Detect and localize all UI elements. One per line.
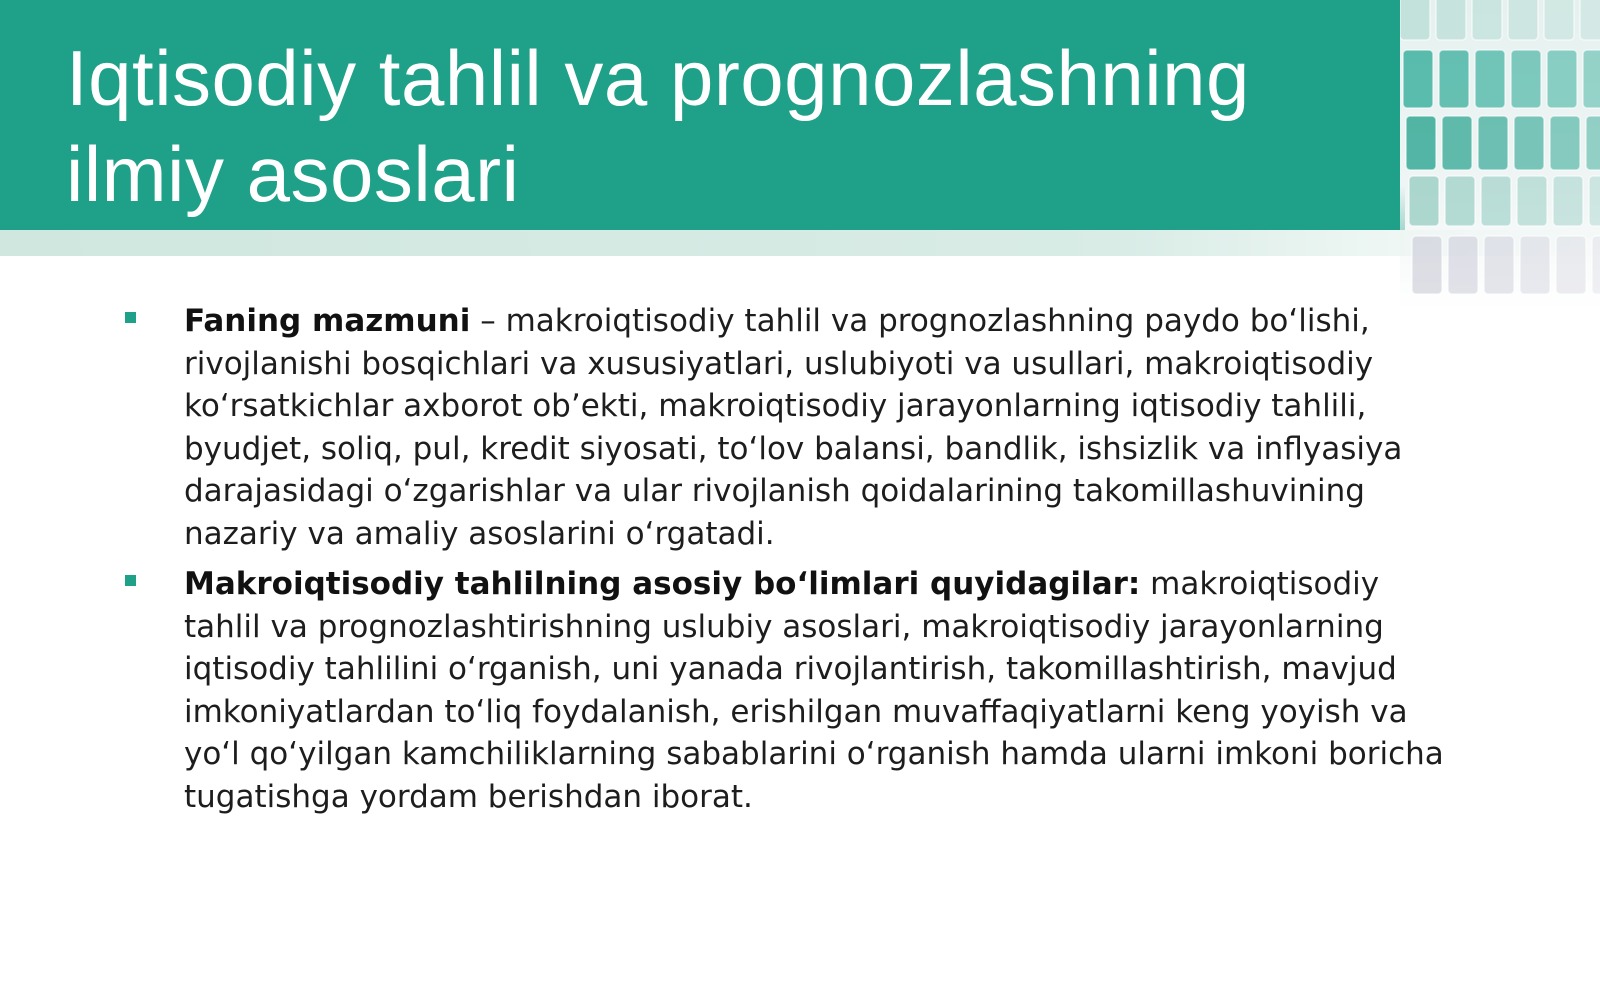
- bullet-lead: Faning mazmuni: [184, 303, 471, 339]
- keyboard-keys-graphic: [1400, 0, 1600, 294]
- bullet-item-sections: [118, 563, 1458, 818]
- keyboard-key: [1553, 176, 1583, 226]
- keyboard-key: [1592, 236, 1600, 294]
- slide-title: Iqtisodiy tahlil va prognozlashning ilmiy asoslari: [66, 34, 1250, 218]
- bullet-lead: Makroiqtisodiy tahlilning asosiy boʻlimlari quyidagilar:: [184, 566, 1141, 602]
- keyboard-key: [1484, 236, 1514, 294]
- bullet-text: makroiqtisodiy tahlil va prognozlashtirishning uslubiy asoslari, makroiqtisodiy jarayonlarning iqtisodiy tahlilini oʻrganish, uni yanada rivojlantirish, takomillashtirish, mavjud imkoniyatlardan toʻliq foydalanish, erishilgan muvaffaqiyatlarni keng yoyish va yoʻl qoʻyilgan kamchiliklarning sabablarini oʻrganish hamda ularni imkoni boricha tugatishga yordam berishdan iborat.: [184, 566, 1444, 815]
- keyboard-key: [1439, 50, 1469, 108]
- keyboard-key: [1400, 0, 1430, 40]
- keyboard-key: [1550, 116, 1580, 170]
- keyboard-key: [1508, 0, 1538, 40]
- keyboard-key: [1544, 0, 1574, 40]
- keyboard-key: [1520, 236, 1550, 294]
- keyboard-key: [1514, 116, 1544, 170]
- bullet-text: – makroiqtisodiy tahlil va prognozlashning paydo boʻlishi, rivojlanishi bosqichlari va xususiyatlari, uslubiyoti va usullari, makroiqtisodiy koʻrsatkichlar axborot obʼekti, makroiqtisodiy jarayonlarning iqtisodiy tahlili, byudjet, soliq, pul, kredit siyosati, toʻlov balansi, bandlik, ishsizlik va inflyasiya darajasidagi oʻzgarishlar va ular rivojlanish qoidalarining takomillashuvining nazariy va amaliy asoslarini oʻrgatadi.: [184, 303, 1403, 552]
- keyboard-key: [1403, 50, 1433, 108]
- keyboard-key: [1586, 116, 1600, 170]
- keyboard-key: [1580, 0, 1600, 40]
- keyboard-key: [1481, 176, 1511, 226]
- keyboard-key: [1478, 116, 1508, 170]
- keyboard-keys-decoration: [1400, 0, 1600, 310]
- bullet-item-content: [118, 300, 1458, 555]
- title-underband: [0, 230, 1600, 256]
- square-bullet-icon: [125, 575, 136, 586]
- keyboard-key: [1547, 50, 1577, 108]
- keyboard-key: [1472, 0, 1502, 40]
- keyboard-key: [1517, 176, 1547, 226]
- keyboard-key: [1406, 116, 1436, 170]
- slide-content: [118, 300, 1458, 826]
- keyboard-key: [1409, 176, 1439, 226]
- keyboard-key: [1589, 176, 1600, 226]
- keyboard-key: [1436, 0, 1466, 40]
- keyboard-key: [1583, 50, 1600, 108]
- keyboard-key: [1511, 50, 1541, 108]
- square-bullet-icon: [125, 312, 136, 323]
- keyboard-key: [1412, 236, 1442, 294]
- keyboard-key: [1445, 176, 1475, 226]
- keyboard-key: [1556, 236, 1586, 294]
- keyboard-key: [1475, 50, 1505, 108]
- keyboard-key: [1448, 236, 1478, 294]
- keyboard-key: [1442, 116, 1472, 170]
